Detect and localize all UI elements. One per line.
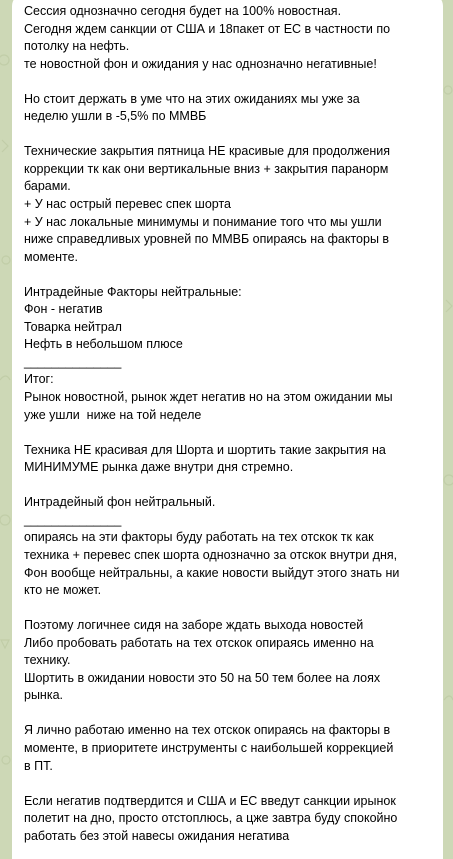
message-line: ______________ xyxy=(24,512,122,527)
message-bubble xyxy=(12,0,443,859)
message-line: Товарка нейтрал xyxy=(24,319,122,334)
message-blank-line xyxy=(24,775,431,793)
message-line: Поэтому логичнее сидя на заборе ждать выхода новостей xyxy=(24,618,364,633)
message-line: Нефть в небольшом плюсе xyxy=(24,337,183,352)
message-line: уже ушли ниже на той неделе xyxy=(24,407,202,422)
message-line: в ПТ. xyxy=(24,758,53,773)
message-line: Сегодня ждем санкции от США и 18пакет от ЕС в частности по xyxy=(24,21,391,36)
message-line: Если негатив подтвердится и США и ЕС введут санкции ирынок xyxy=(24,793,396,808)
message-line: Фон вообще нейтральны, а какие новости выйдут этого знать ни xyxy=(24,565,400,580)
message-line: + У нас локальные минимумы и понимание того что мы ушли xyxy=(24,214,382,229)
message-blank-line xyxy=(24,705,431,723)
message-line: барами. xyxy=(24,179,71,194)
message-line: Сессия однозначно сегодня будет на 100% новостная. xyxy=(24,4,342,18)
message-line: полетит на дно, просто отстоплюсь, а цже завтра буду спокойно xyxy=(24,811,398,826)
message-line: Фон - негатив xyxy=(24,302,103,317)
message-line: ниже справедливых уровней по ММВБ опираясь на факторы в xyxy=(24,232,390,247)
message-line: Шортить в ожидании новости это 50 на 50 тем более на лоях xyxy=(24,670,381,685)
message-line: Интрадейные Факторы нейтральные: xyxy=(24,284,242,299)
message-line: ______________ xyxy=(24,354,122,369)
message-line: Интрадейный фон нейтральный. xyxy=(24,495,216,510)
message-line: Итог: xyxy=(24,372,54,387)
message-blank-line xyxy=(24,126,431,144)
message-line: рынка. xyxy=(24,688,64,703)
message-line: потолку на нефть. xyxy=(24,39,130,54)
message-line: Рынок новостной, рынок ждет негатив но на этом ожидании мы xyxy=(24,390,393,405)
message-line: Но стоит держать в уме что на этих ожиданиях мы уже за xyxy=(24,91,360,106)
message-blank-line xyxy=(24,424,431,442)
message-line: моменте. xyxy=(24,249,79,264)
message-line: работать без этой навесы ожидания негатива xyxy=(24,828,290,843)
message-blank-line xyxy=(24,600,431,618)
message-text xyxy=(24,3,431,845)
message-blank-line xyxy=(24,73,431,91)
message-line: кто не может. xyxy=(24,583,102,598)
message-line: Либо пробовать работать на тех отскок опираясь именно на xyxy=(24,635,374,650)
message-line: неделю ушли в -5,5% по ММВБ xyxy=(24,109,207,124)
message-blank-line xyxy=(24,477,431,495)
message-line: Я лично работаю именно на тех отскок опираясь на факторы в xyxy=(24,723,391,738)
message-line: коррекции тк как они вертикальные вниз + закрытия паранорм xyxy=(24,161,389,176)
message-line: Технические закрытия пятница НЕ красивые для продолжения xyxy=(24,144,391,159)
message-line: Техника НЕ красивая для Шорта и шортить такие закрытия на xyxy=(24,442,386,457)
message-line: те новостной фон и ожидания у нас однозначно негативные! xyxy=(24,56,377,71)
message-line: + У нас острый перевес спек шорта xyxy=(24,197,231,212)
message-line: опираясь на эти факторы буду работать на тех отскок тк как xyxy=(24,530,374,545)
message-line: моменте, в приоритете инструменты с наибольшей коррекцией xyxy=(24,740,394,755)
message-blank-line xyxy=(24,266,431,284)
message-line: МИНИМУМЕ рынка даже внутри дня стремно. xyxy=(24,460,294,475)
message-line: техника + перевес спек шорта однозначно за отскок внутри дня, xyxy=(24,547,398,562)
message-line: технику. xyxy=(24,653,71,668)
